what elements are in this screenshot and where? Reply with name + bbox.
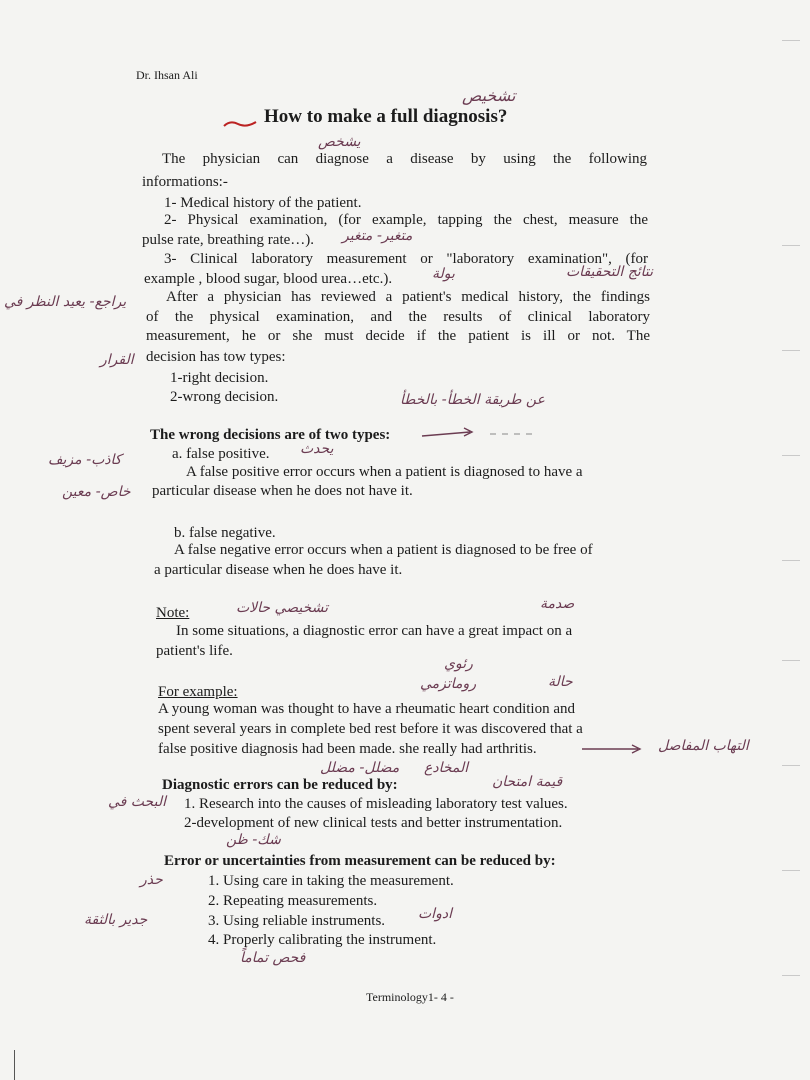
diagnostic-error-item: 2-development of new clinical tests and better instrumentation.	[184, 815, 563, 831]
handwritten-note: القرار	[100, 352, 134, 368]
example-text: A young woman was thought to have a rheumatic heart condition and	[158, 701, 575, 717]
page-title: How to make a full diagnosis?	[264, 106, 508, 127]
example-text: spent several years in complete bed rest before it was discovered that a	[158, 721, 583, 737]
diagnostic-error-item: 1. Research into the causes of misleading laboratory test values.	[184, 796, 568, 812]
handwritten-note: بولة	[432, 266, 455, 282]
false-positive-text: particular disease when he does not have it.	[152, 483, 413, 499]
handwritten-note: حالة	[548, 674, 573, 690]
handwritten-note: رئوي	[444, 656, 473, 672]
handwritten-note: كاذب- مزيف	[48, 452, 122, 468]
scan-edge-mark	[782, 350, 800, 351]
author-header: Dr. Ihsan Ali	[136, 68, 198, 82]
title-pen-mark	[222, 116, 258, 130]
handwritten-note: يشخص	[318, 134, 361, 150]
handwritten-note: يحدث	[300, 441, 334, 457]
intro-line: The physician can diagnose a disease by using the following	[162, 151, 647, 167]
measurement-error-item: 3. Using reliable instruments.	[208, 913, 386, 929]
handwritten-note: خاص- معين	[62, 484, 131, 500]
note-text: patient's life.	[156, 643, 233, 659]
page-footer: Terminology1- 4 -	[366, 990, 454, 1004]
handwritten-note: مضلل- مضلل	[320, 760, 400, 776]
handwritten-note: المخادع	[424, 760, 469, 776]
review-line: decision has tow types:	[146, 349, 286, 365]
handwritten-note: جدير بالثقة	[84, 912, 148, 928]
review-line: measurement, he or she must decide if the patient is ill or not. The	[146, 328, 650, 344]
scan-edge-mark	[782, 765, 800, 766]
false-positive-text: A false positive error occurs when a patient is diagnosed to have a	[186, 464, 583, 480]
wrong-decisions-heading: The wrong decisions are of two types:	[150, 427, 391, 443]
handwritten-note: فحص تماماً	[240, 950, 306, 966]
measurement-error-item: 4. Properly calibrating the instrument.	[208, 932, 437, 948]
handwritten-note: شك- ظن	[226, 832, 281, 848]
review-line: After a physician has reviewed a patient's medical history, the findings	[166, 289, 650, 305]
example-label: For example:	[158, 684, 238, 700]
diagnostic-errors-heading: Diagnostic errors can be reduced by:	[162, 777, 398, 793]
handwritten-note: قيمة امتحان	[492, 774, 563, 790]
false-positive-label: a. false positive.	[172, 446, 270, 462]
scan-edge-mark	[782, 40, 800, 41]
note-text: In some situations, a diagnostic error can have a great impact on a	[176, 623, 573, 639]
handwritten-note: روماتزمي	[420, 676, 477, 692]
pen-arrow	[420, 422, 540, 442]
scan-edge-mark	[782, 975, 800, 976]
handwritten-note: نتائج التحقيقات	[566, 264, 654, 280]
measurement-error-item: 2. Repeating measurements.	[208, 893, 378, 909]
intro-item-2-cont: pulse rate, breathing rate…).	[142, 232, 315, 248]
intro-item-2: 2- Physical examination, (for example, tapping the chest, measure the	[164, 212, 648, 228]
handwritten-note: حذر	[140, 872, 163, 888]
false-negative-text: a particular disease when he does have it.	[154, 562, 403, 578]
handwritten-note: تشخيص	[462, 86, 516, 105]
example-text: false positive diagnosis had been made. she really had arthritis.	[158, 741, 537, 757]
decision-type: 2-wrong decision.	[170, 389, 279, 405]
handwritten-note: ادوات	[418, 906, 452, 922]
scan-edge-mark	[782, 560, 800, 561]
handwritten-note: التهاب المفاصل	[658, 738, 749, 754]
pen-arrow	[580, 742, 650, 756]
measurement-error-item: 1. Using care in taking the measurement.	[208, 873, 454, 889]
scan-edge-mark	[782, 245, 800, 246]
intro-line: informations:-	[142, 174, 228, 190]
false-negative-label: b. false negative.	[174, 525, 276, 541]
scan-edge-mark	[14, 1050, 15, 1080]
intro-item-3: 3- Clinical laboratory measurement or "laboratory examination", (for	[164, 251, 648, 267]
handwritten-note: يراجع- يعيد النظر في	[4, 294, 127, 310]
measurement-errors-heading: Error or uncertainties from measurement can be reduced by:	[164, 853, 556, 869]
note-label: Note:	[156, 605, 190, 621]
handwritten-note: البحث في	[108, 794, 166, 810]
false-negative-text: A false negative error occurs when a patient is diagnosed to be free of	[174, 542, 593, 558]
handwritten-note: عن طريقة الخطأ- بالخطأ	[400, 392, 545, 408]
handwritten-note: تشخيصي حالات	[236, 600, 328, 616]
decision-type: 1-right decision.	[170, 370, 269, 386]
intro-item-1: 1- Medical history of the patient.	[164, 195, 362, 211]
scan-edge-mark	[782, 870, 800, 871]
scan-edge-mark	[782, 455, 800, 456]
scan-edge-mark	[782, 660, 800, 661]
intro-item-3-cont: example , blood sugar, blood urea…etc.).	[144, 271, 393, 287]
handwritten-note: متغير- متغير	[342, 228, 413, 244]
handwritten-note: صدمة	[540, 596, 575, 612]
review-line: of the physical examination, and the results of clinical laboratory	[146, 309, 650, 325]
